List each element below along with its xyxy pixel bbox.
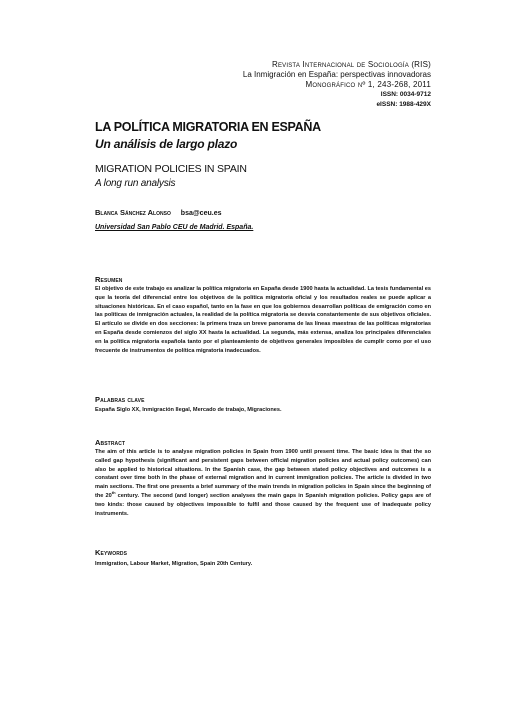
author-line (95, 208, 221, 217)
keywords-text: Immigration, Labour Market, Migration, Spain 20th Century. (95, 561, 253, 567)
abstract-text (95, 448, 431, 518)
journal-name: Revista Internacional de Sociología (RIS) (271, 60, 431, 69)
abstract-text-part2: century. The second (and longer) section analyses the main gaps in Spanish migration policies. Policy gaps are of two kinds: those caused by objectives impossible to fulfil and those caused by the frequent use of inadequate policy instruments. (95, 492, 432, 517)
palabras-clave-heading: Palabras clave (95, 395, 145, 404)
journal-eissn: eISSN: 1988-429X (376, 101, 431, 108)
author-email[interactable]: bsa@ceu.es (180, 210, 222, 217)
resumen-text: El objetivo de este trabajo es analizar la política migratoria en España desde 1900 hasta la actualidad. La tesis fundamental es que la teoría del diferencial entre los objetivos de la política migratoria oficial y los resultados reales se puede aplicar a situaciones históricas. En el caso español, tanto en la fase en que los gobiernos desarrollan políticas de emigración como en las políticas de inmigración actuales, la realidad de la política migratoria se desvía constantemente de sus objetivos oficiales. El artículo se divide en dos secciones: la primera traza un breve panorama de las líneas maestras de las políticas migratorias en España desde comienzos del siglo XX hasta la actualidad. La segunda, más extensa, analiza los principales diferenciales en la política migratoria española tanto por el planteamiento de objetivos generales imposibles de cumplir como por el uso frecuente de instrumentos de política migratoria inadecuados. (95, 286, 431, 354)
journal-issn: ISSN: 0034-9712 (380, 91, 431, 98)
abstract-text-part1: The aim of this article is to analyse migration policies in Spain from 1900 until present time. The basic idea is that the so called gap hypothesis (significant and persistent gaps between official migration policies and actual policy outcomes) can also be applied to historical situations. In the Spanish case, the gap between stated policy objectives and outcomes is a constant over time both in the phase of external migration and in current immigration policies. The article is divided in two main sections. The first one presents a brief summary of the main trends in migration policies in Spain since the beginning of the 20 (95, 449, 431, 499)
journal-issue: Monográfico nº 1, 243-268, 2011 (305, 80, 431, 89)
journal-header (243, 60, 431, 110)
title-english: MIGRATION POLICIES IN SPAIN (95, 163, 247, 175)
title-spanish: LA POLÍTICA MIGRATORIA EN ESPAÑA (95, 120, 321, 134)
subtitle-spanish: Un análisis de largo plazo (95, 137, 238, 151)
abstract-heading: Abstract (95, 438, 126, 447)
resumen-heading: Resumen (95, 275, 123, 284)
abstract-superscript: th (111, 490, 116, 496)
journal-monograph: La Inmigración en España: perspectivas innovadoras (242, 70, 431, 79)
keywords-heading: Keywords (95, 548, 128, 557)
subtitle-english: A long run analysis (95, 178, 176, 189)
author-affiliation: Universidad San Pablo CEU de Madrid. España. (95, 224, 254, 231)
palabras-clave-text: España Siglo XX, Inmigración Ilegal, Mercado de trabajo, Migraciones. (95, 407, 282, 413)
author-name: Blanca Sánchez Alonso (95, 208, 171, 217)
